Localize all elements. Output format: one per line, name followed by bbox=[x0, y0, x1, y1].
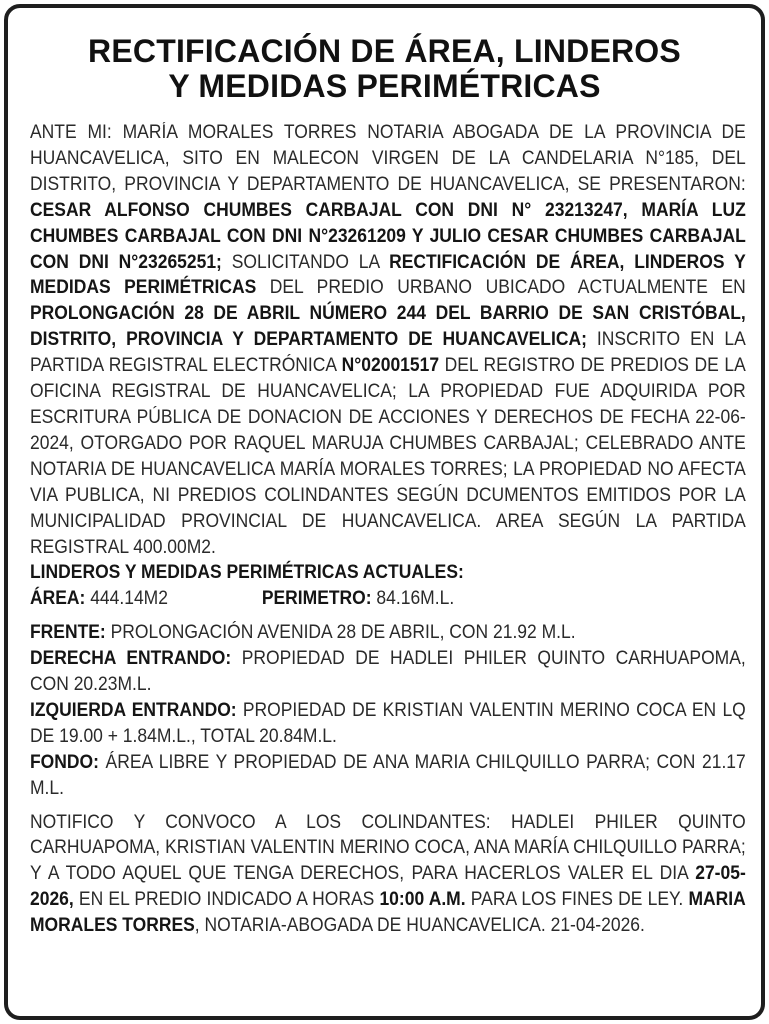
applicants: CESAR ALFONSO CHUMBES CARBAJAL CON DNI N° 23213247, MARÍA LUZ CHUMBES CARBAJAL CON DNI N°23261209 Y JULIO CESAR CHUMBES CARBAJAL CON DNI N°23265251; bbox=[30, 199, 746, 273]
title-line-2: Y MEDIDAS PERIMÉTRICAS bbox=[168, 68, 601, 104]
intro-text-1: ANTE MI: MARÍA MORALES TORRES NOTARIA ABOGADA DE LA PROVINCIA DE HUANCAVELICA, SITO EN MALECON VIRGEN DE LA CANDELARIA N°185, DEL DISTRITO, PROVINCIA Y DEPARTAMENTO DE HUANCAVELICA, SE PRESENTARON: bbox=[30, 122, 746, 195]
notice-text-1: NOTIFICO Y CONVOCO A LOS COLINDANTES: HADLEI PHILER QUINTO CARHUAPOMA, KRISTIAN VALENTIN MERINO COCA, ANA MARÍA CHILQUILLO PARRA; Y A TODO AQUEL QUE TENGA DERECHOS, PARA HACERLOS VALER EL DIA bbox=[30, 811, 746, 885]
registry-number: N°02001517 bbox=[341, 355, 440, 377]
intro-text-4: INSCRITO EN LA PARTIDA REGISTRAL ELECTRÓNICA bbox=[30, 329, 746, 377]
hearing-date: 27-05-2026, bbox=[30, 863, 746, 911]
derecha-value: PROPIEDAD DE HADLEI PHILER QUINTO CARHUAPOMA, CON 20.23M.L. bbox=[30, 648, 746, 696]
notice-paragraph bbox=[30, 810, 746, 940]
linderos-heading: LINDEROS Y MEDIDAS PERIMÉTRICAS ACTUALES: bbox=[30, 562, 464, 584]
derecha-line bbox=[30, 646, 746, 698]
izquierda-value: PROPIEDAD DE KRISTIAN VALENTIN MERINO COCA EN LQ DE 19.00 + 1.84M.L., TOTAL 20.84M.L. bbox=[30, 699, 746, 747]
area-value: 444.14M2 bbox=[85, 588, 168, 610]
notice-title bbox=[8, 34, 761, 104]
fondo-label: FONDO: bbox=[30, 751, 99, 773]
derecha-label: DERECHA ENTRANDO: bbox=[30, 648, 232, 670]
notice-frame bbox=[4, 4, 765, 1020]
area-field bbox=[30, 586, 262, 612]
izquierda-line bbox=[30, 698, 746, 750]
fondo-value: ÁREA LIBRE Y PROPIEDAD DE ANA MARIA CHILQUILLO PARRA; CON 21.17 M.L. bbox=[30, 751, 746, 799]
frente-label: FRENTE: bbox=[30, 622, 106, 644]
frente-value: PROLONGACIÓN AVENIDA 28 DE ABRIL, CON 21.92 M.L. bbox=[105, 622, 576, 644]
intro-text-2: SOLICITANDO LA bbox=[221, 251, 390, 273]
property-address: PROLONGACIÓN 28 DE ABRIL NÚMERO 244 DEL BARRIO DE SAN CRISTÓBAL, DISTRITO, PROVINCIA Y DEPARTAMENTO DE HUANCAVELICA; bbox=[30, 303, 746, 351]
izquierda-label: IZQUIERDA ENTRANDO: bbox=[30, 699, 237, 721]
perimeter-value: 84.16M.L. bbox=[371, 588, 455, 610]
area-label: ÁREA: bbox=[30, 588, 86, 610]
frente-line bbox=[30, 620, 746, 646]
area-perimeter-row bbox=[30, 586, 746, 612]
notice-body bbox=[30, 120, 746, 939]
fondo-line bbox=[30, 750, 746, 802]
hearing-time: 10:00 A.M. bbox=[379, 889, 466, 911]
intro-paragraph bbox=[30, 120, 746, 560]
notary-name: MARIA MORALES TORRES bbox=[30, 889, 746, 937]
intro-text-5: DEL REGISTRO DE PREDIOS DE LA OFICINA REGISTRAL DE HUANCAVELICA; LA PROPIEDAD FUE ADQUIRIDA POR ESCRITURA PÚBLICA DE DONACION DE ACCIONES Y DERECHOS DE FECHA 22-06-2024, OTORGADO POR RAQUEL MARUJA CHUMBES CARBAJAL; CELEBRADO ANTE NOTARIA DE HUANCAVELICA MARÍA MORALES TORRES; LA PROPIEDAD NO AFECTA VIA PUBLICA, NI PREDIOS COLINDANTES SEGÚN DCUMENTOS EMITIDOS POR LA MUNICIPALIDAD PROVINCIAL DE HUANCAVELICA. AREA SEGÚN LA PARTIDA REGISTRAL 400.00M2. bbox=[30, 355, 746, 558]
intro-text-3: DEL PREDIO URBANO UBICADO ACTUALMENTE EN bbox=[256, 277, 746, 299]
procedure-name: RECTIFICACIÓN DE ÁREA, LINDEROS Y MEDIDAS PERIMÉTRICAS bbox=[30, 251, 746, 299]
notice-text-3: PARA LOS FINES DE LEY. bbox=[465, 889, 689, 911]
notice-text-2: EN EL PREDIO INDICADO A HORAS bbox=[73, 889, 380, 911]
perimeter-label: PERIMETRO: bbox=[261, 588, 372, 610]
title-line-1: RECTIFICACIÓN DE ÁREA, LINDEROS bbox=[88, 33, 681, 69]
notice-text-4: , NOTARIA-ABOGADA DE HUANCAVELICA. 21-04-2026. bbox=[194, 915, 645, 937]
perimeter-field bbox=[262, 586, 454, 612]
